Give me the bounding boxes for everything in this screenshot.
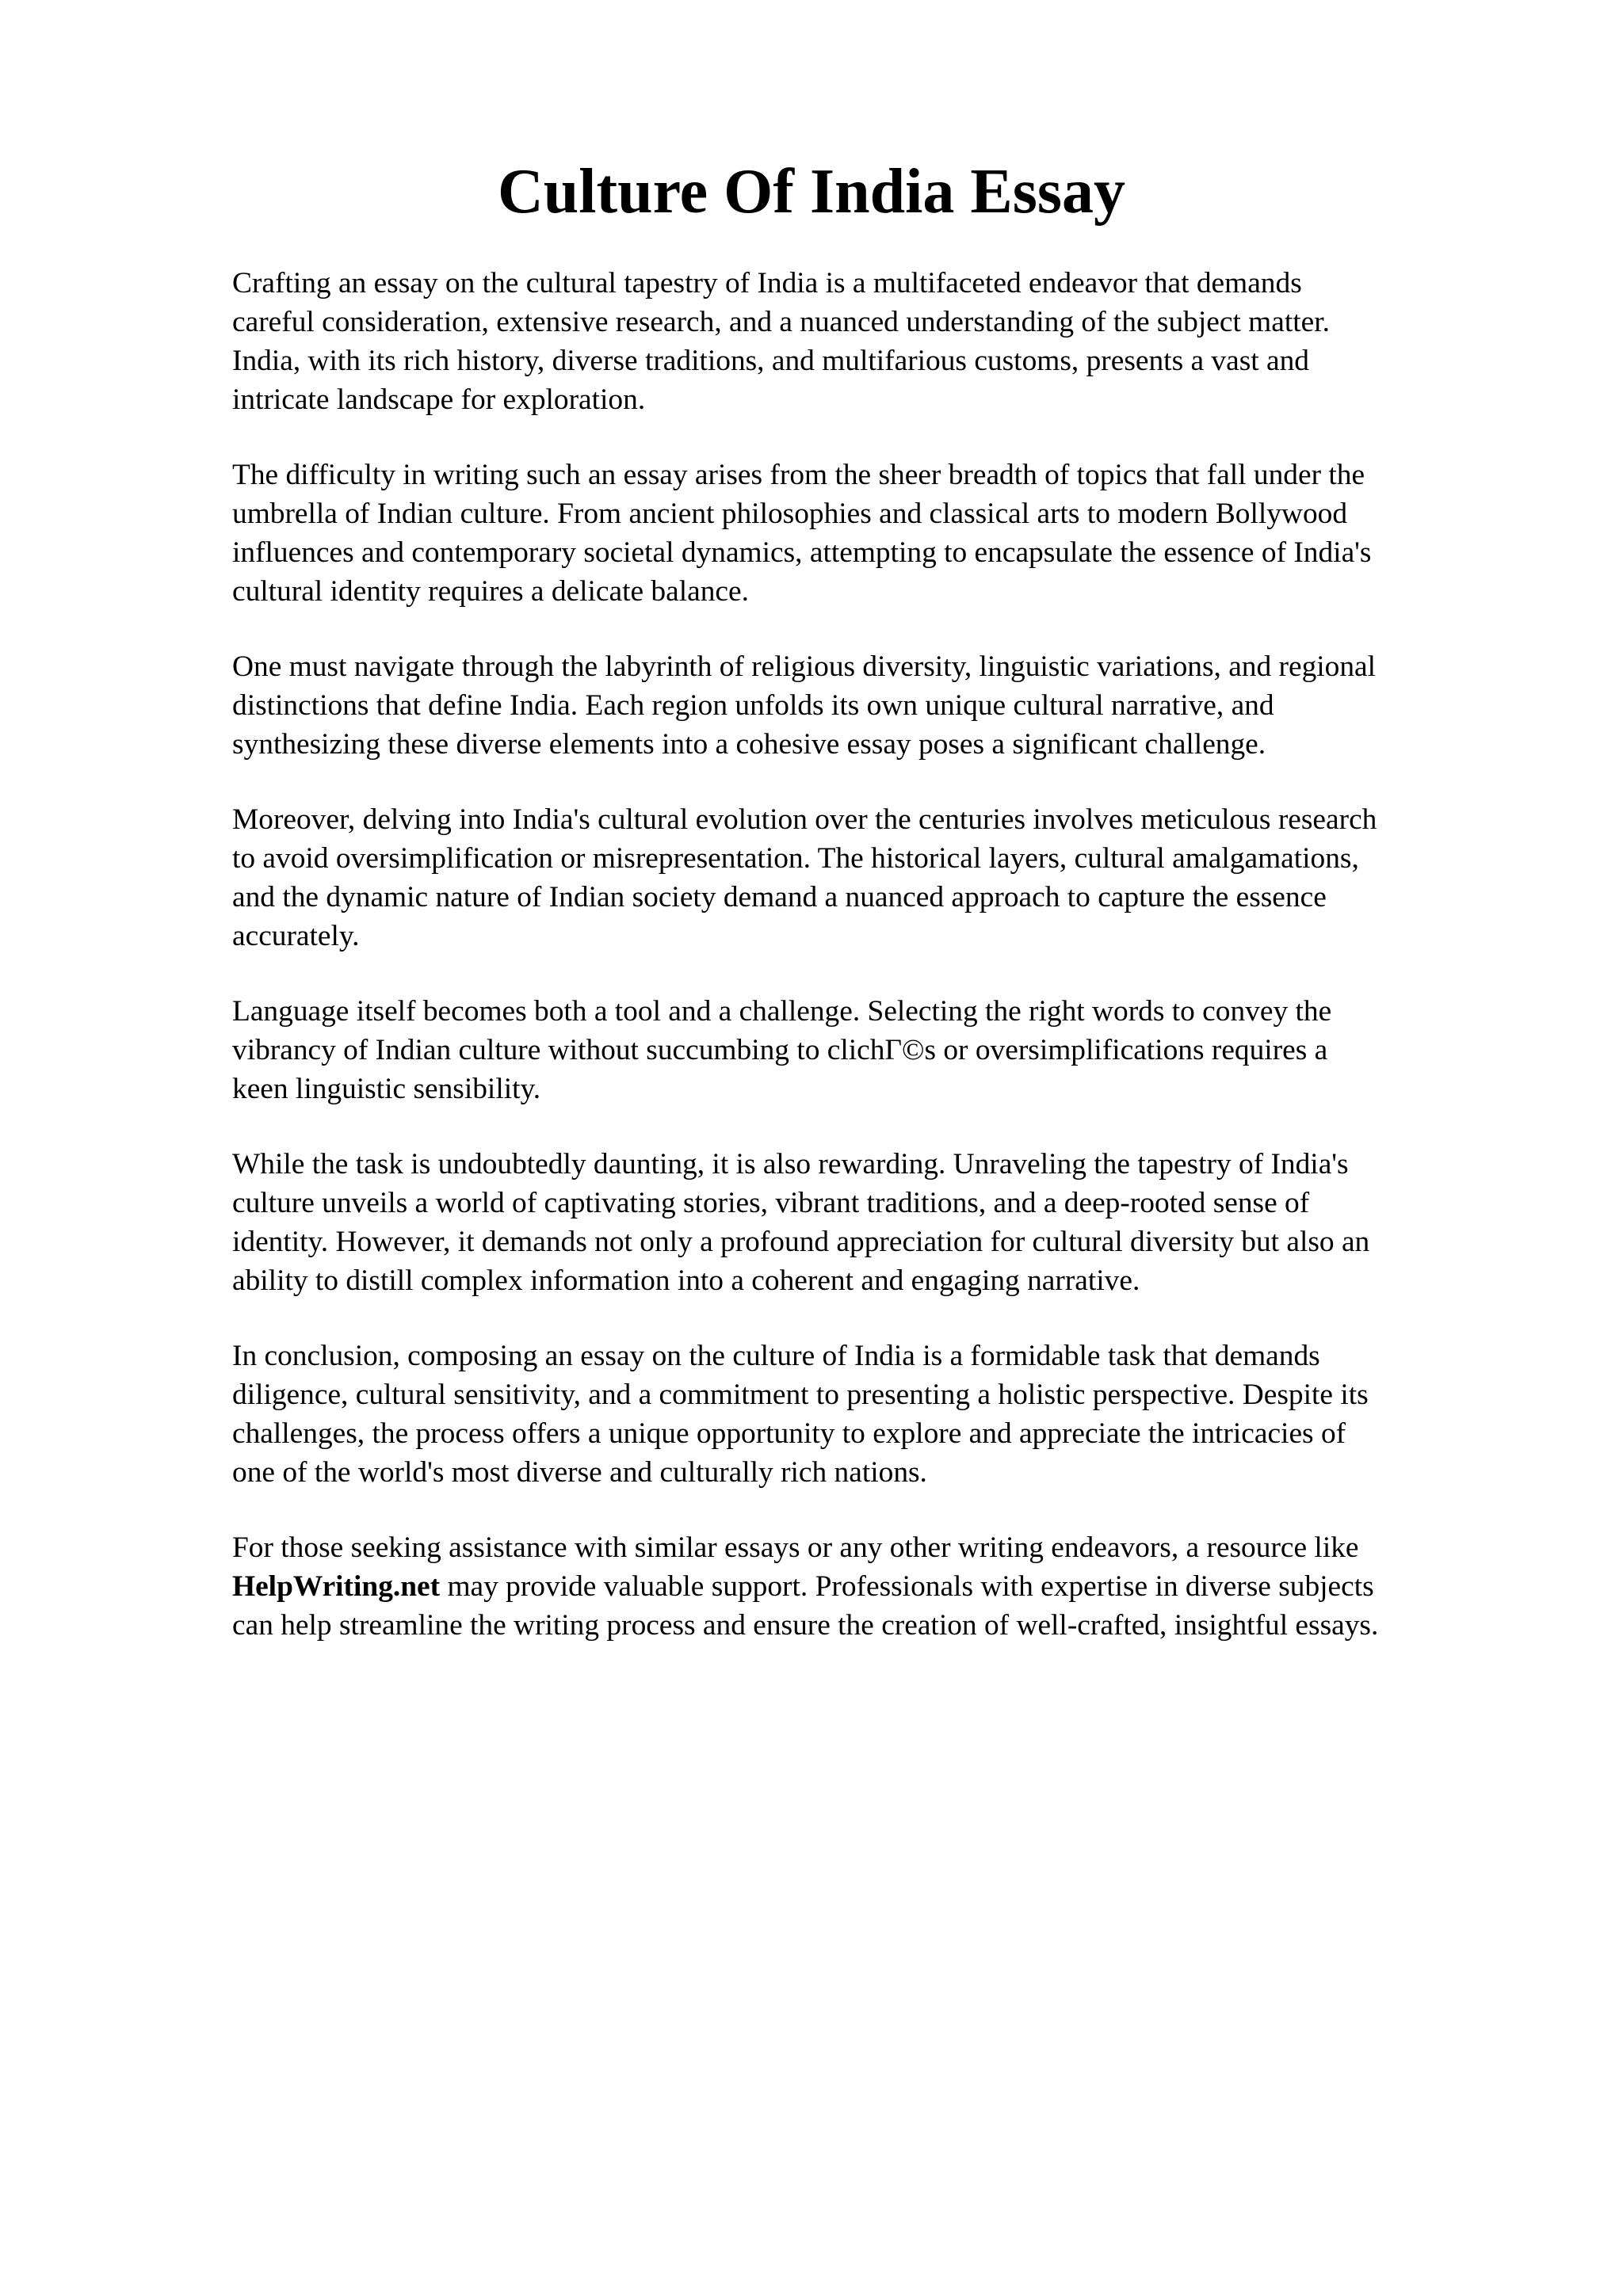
paragraph-line: The difficulty in writing such an essay arises from the sheer breadth of topics that fall under the — [232, 459, 1365, 491]
paragraph-line: For those seeking assistance with similar essays or any other writing endeavors, a resource like — [232, 1531, 1359, 1564]
paragraph-line: one of the world's most diverse and culturally rich nations. — [232, 1456, 927, 1489]
paragraph-line: vibrancy of Indian culture without succumbing to clichΓ©s or oversimplifications requires a — [232, 1034, 1328, 1066]
paragraph-line — [232, 1567, 1548, 1606]
paragraph-line: keen linguistic sensibility. — [232, 1073, 541, 1105]
paragraph-line: challenges, the process offers a unique opportunity to explore and appreciate the intricacies of — [232, 1417, 1346, 1450]
paragraph-7 — [232, 1337, 1548, 1492]
paragraph-line: distinctions that define India. Each region unfolds its own unique cultural narrative, and — [232, 689, 1274, 722]
paragraph-5 — [232, 992, 1548, 1108]
paragraph-line: One must navigate through the labyrinth of religious diversity, linguistic variations, and regional — [232, 650, 1377, 683]
paragraph-line: to avoid oversimplification or misrepresentation. The historical layers, cultural amalgamations, — [232, 842, 1359, 875]
closing-paragraph — [232, 1528, 1548, 1645]
document-title: Culture Of India Essay — [497, 157, 1126, 227]
paragraph-line: umbrella of Indian culture. From ancient philosophies and classical arts to modern Bollywood — [232, 498, 1348, 530]
closing-line-text: may provide valuable support. Professionals with expertise in diverse subjects — [440, 1570, 1374, 1603]
paragraph-line: ability to distill complex information into a coherent and engaging narrative. — [232, 1264, 1140, 1297]
paragraph-line: careful consideration, extensive research, and a nuanced understanding of the subject matter. — [232, 306, 1330, 338]
paragraph-line: India, with its rich history, diverse traditions, and multifarious customs, presents a vast and — [232, 345, 1309, 377]
paragraph-line: can help streamline the writing process and ensure the creation of well-crafted, insightful essays. — [232, 1609, 1379, 1642]
paragraph-2 — [232, 456, 1548, 611]
paragraph-line: identity. However, it demands not only a profound appreciation for cultural diversity but also an — [232, 1226, 1370, 1258]
paragraph-line: While the task is undoubtedly daunting, it is also rewarding. Unraveling the tapestry of India's — [232, 1148, 1349, 1180]
helpwriting-link[interactable]: HelpWriting.net — [232, 1570, 441, 1603]
paragraph-line: Crafting an essay on the cultural tapestry of India is a multifaceted endeavor that demands — [232, 267, 1302, 299]
paragraph-4 — [232, 800, 1548, 955]
paragraph-6 — [232, 1145, 1548, 1300]
document-body — [232, 264, 1548, 1681]
paragraph-line: synthesizing these diverse elements into a cohesive essay poses a significant challenge. — [232, 728, 1266, 761]
paragraph-line: culture unveils a world of captivating stories, vibrant traditions, and a deep-rooted sense of — [232, 1187, 1310, 1219]
paragraph-line: Moreover, delving into India's cultural evolution over the centuries involves meticulous research — [232, 803, 1377, 836]
paragraph-1 — [232, 264, 1548, 419]
paragraph-3 — [232, 647, 1548, 764]
paragraph-line: accurately. — [232, 920, 360, 952]
paragraph-line: intricate landscape for exploration. — [232, 383, 646, 416]
paragraph-line: diligence, cultural sensitivity, and a commitment to presenting a holistic perspective. Despite its — [232, 1379, 1369, 1411]
paragraph-line: cultural identity requires a delicate balance. — [232, 575, 749, 608]
paragraph-line: and the dynamic nature of Indian society demand a nuanced approach to capture the essence — [232, 881, 1327, 913]
paragraph-line: influences and contemporary societal dynamics, attempting to encapsulate the essence of India's — [232, 536, 1372, 569]
paragraph-line: In conclusion, composing an essay on the culture of India is a formidable task that demands — [232, 1340, 1320, 1372]
paragraph-line: Language itself becomes both a tool and a challenge. Selecting the right words to convey the — [232, 995, 1332, 1028]
